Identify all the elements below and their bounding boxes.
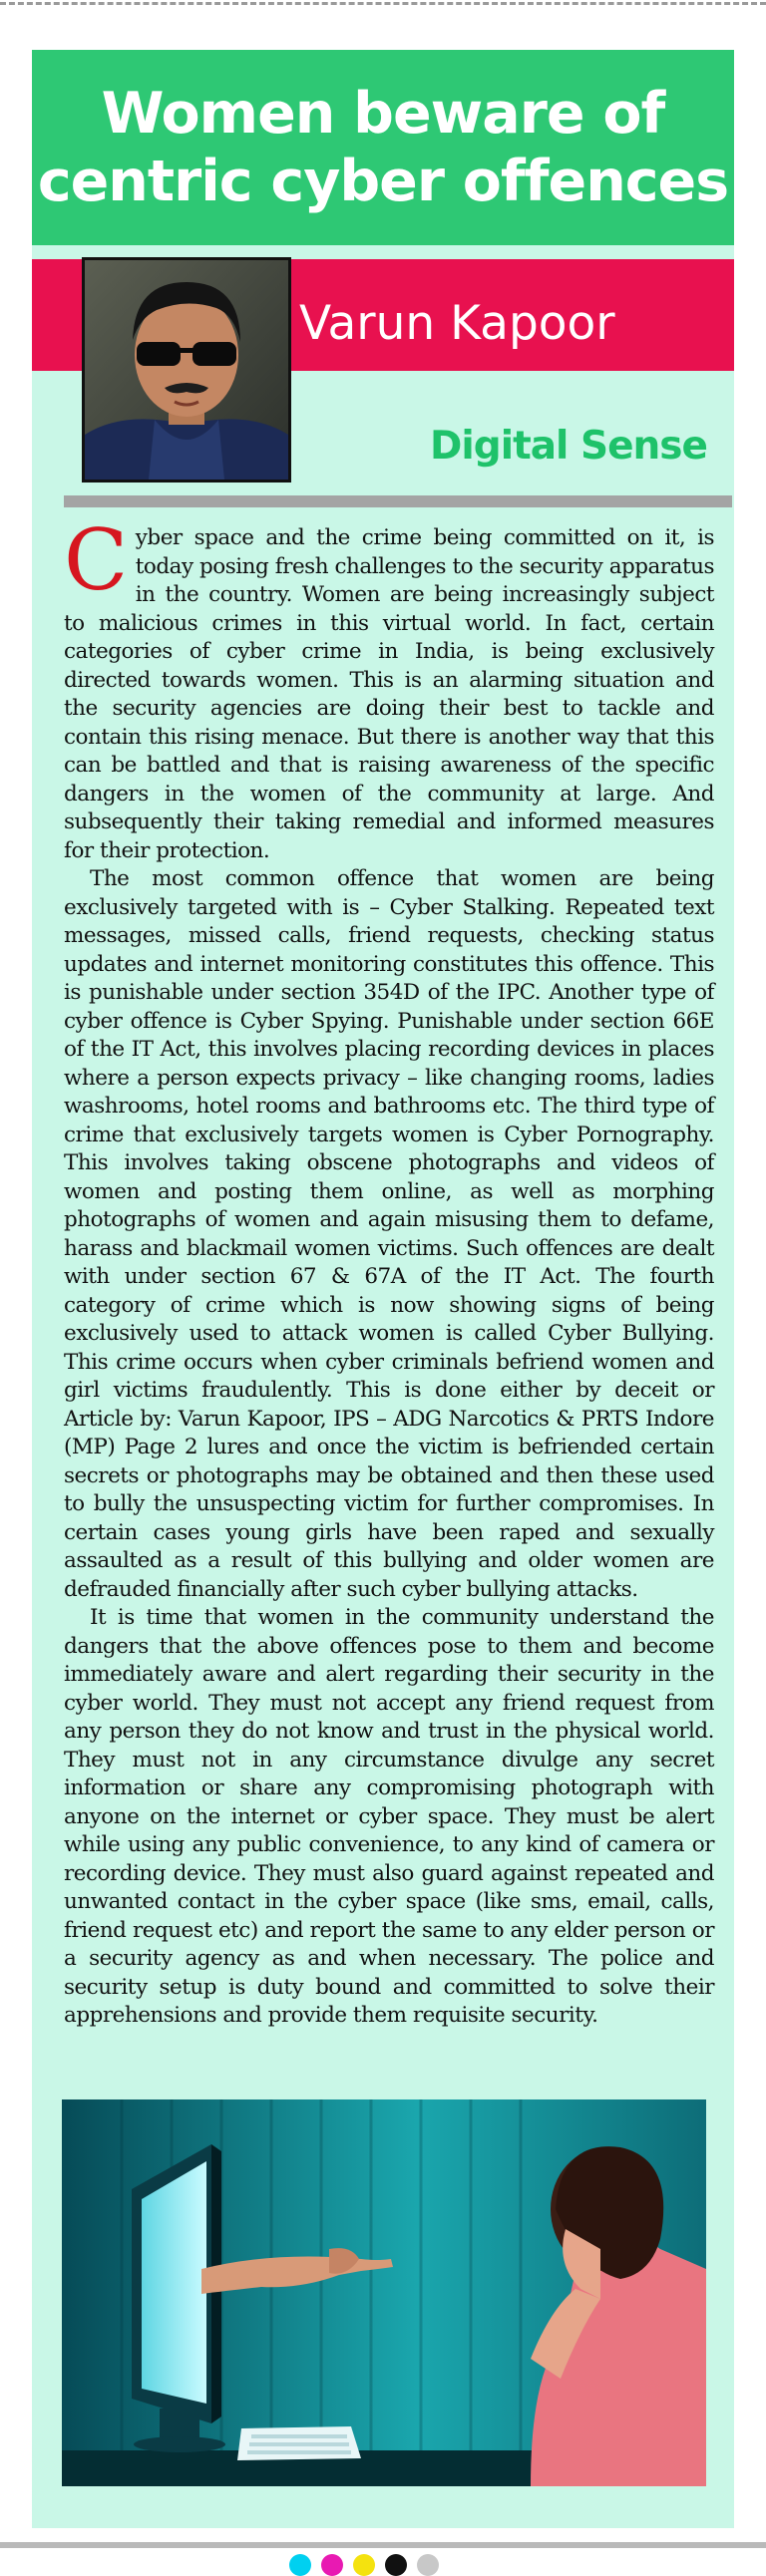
registration-mark-magenta — [321, 2554, 343, 2576]
registration-mark-gray — [417, 2554, 439, 2576]
author-portrait-image — [82, 257, 291, 483]
cyber-bullying-illustration — [62, 2099, 706, 2486]
registration-mark-cyan — [289, 2554, 311, 2576]
author-name: Varun Kapoor — [299, 296, 615, 351]
bottom-rule — [0, 2542, 766, 2548]
author-portrait-icon — [85, 260, 288, 480]
cyber-bullying-illustration-icon — [62, 2099, 706, 2486]
registration-mark-black — [385, 2554, 407, 2576]
article-paragraph-2: The most common offence that women are being exclusively targeted with is – Cyber Stalking. Repeated text messages, missed calls, friend requests, checking status updates and internet monitoring constitutes this offence. This is punishable under section 354D of the IPC. Another type of cyber offence is Cyber Spying. Punishable under section 66E of the IT Act, this involves placing recording devices in places where a person expects privacy – like changing rooms, ladies washrooms, hotel rooms and bathrooms etc. The third type of crime that exclusively targets women is Cyber Pornography. This involves taking obscene photographs and videos of women and posting them online, as well as morphing photographs of women and again misusing them to defame, harass and blackmail women victims. Such offences are dealt with under section 67 & 67A of the IT Act. The fourth category of crime which is now showing signs of being exclusively used to attack women is called Cyber Bullying. This crime occurs when cyber criminals befriend women and girl victims fraudulently. This is done either by deceit or Article by: Varun Kapoor, IPS – ADG Narcotics & PRTS Indore (MP) Page 2 lures and once the victim is befriended certain secrets or photographs may be obtained and then these used to bully the unsuspecting victim for further compromises. In certain cases young girls have been raped and sexually assaulted as a result of this bullying and older women are defrauded financially after such cyber bullying attacks. — [64, 866, 714, 1602]
headline-line-1: Women beware of — [101, 81, 665, 147]
headline-line-2: centric cyber offences — [37, 149, 729, 214]
article-paragraph-1 — [64, 511, 714, 865]
article-paragraph-3: It is time that women in the community understand the dangers that the above offences pose to them and become immediately aware and alert regarding their security in the cyber world. They must not accept any friend request from any person they do not know and trust in the physical world. They must not in any circumstance divulge any secret information or share any compromising photograph with anyone on the internet or cyber space. They must be alert while using any public convenience, to any kind of camera or recording device. They must also guard against repeated and unwanted contact in the cyber space (like sms, email, calls, friend request etc) and report the same to any elder person or a security agency as and when necessary. The police and security setup is duty bound and committed to solve their apprehensions and provide them requisite security. — [64, 1605, 714, 2028]
registration-mark-yellow — [353, 2554, 375, 2576]
article-paragraph-1-text: yber space and the crime being committed on it, is today posing fresh challenges to the security apparatus in the country. Women are being increasingly subject to malicious crimes in this virtual world. In fact, certain categories of cyber crime in India, is being exclusively directed towards women. This is an alarming situation and the security agencies are doing their best to tackle and contain this rising menace. But there is another way that this can be battled and that is raising awareness of the specific dangers in the women of the community at large. And subsequently their taking remedial and informed measures for their protection. — [64, 525, 714, 863]
headline-banner — [32, 50, 734, 245]
header-divider — [64, 495, 732, 507]
top-dashed-rule — [0, 2, 766, 5]
dropcap-letter: C — [64, 511, 128, 609]
column-name: Digital Sense — [430, 424, 707, 469]
article-body — [64, 511, 714, 2031]
